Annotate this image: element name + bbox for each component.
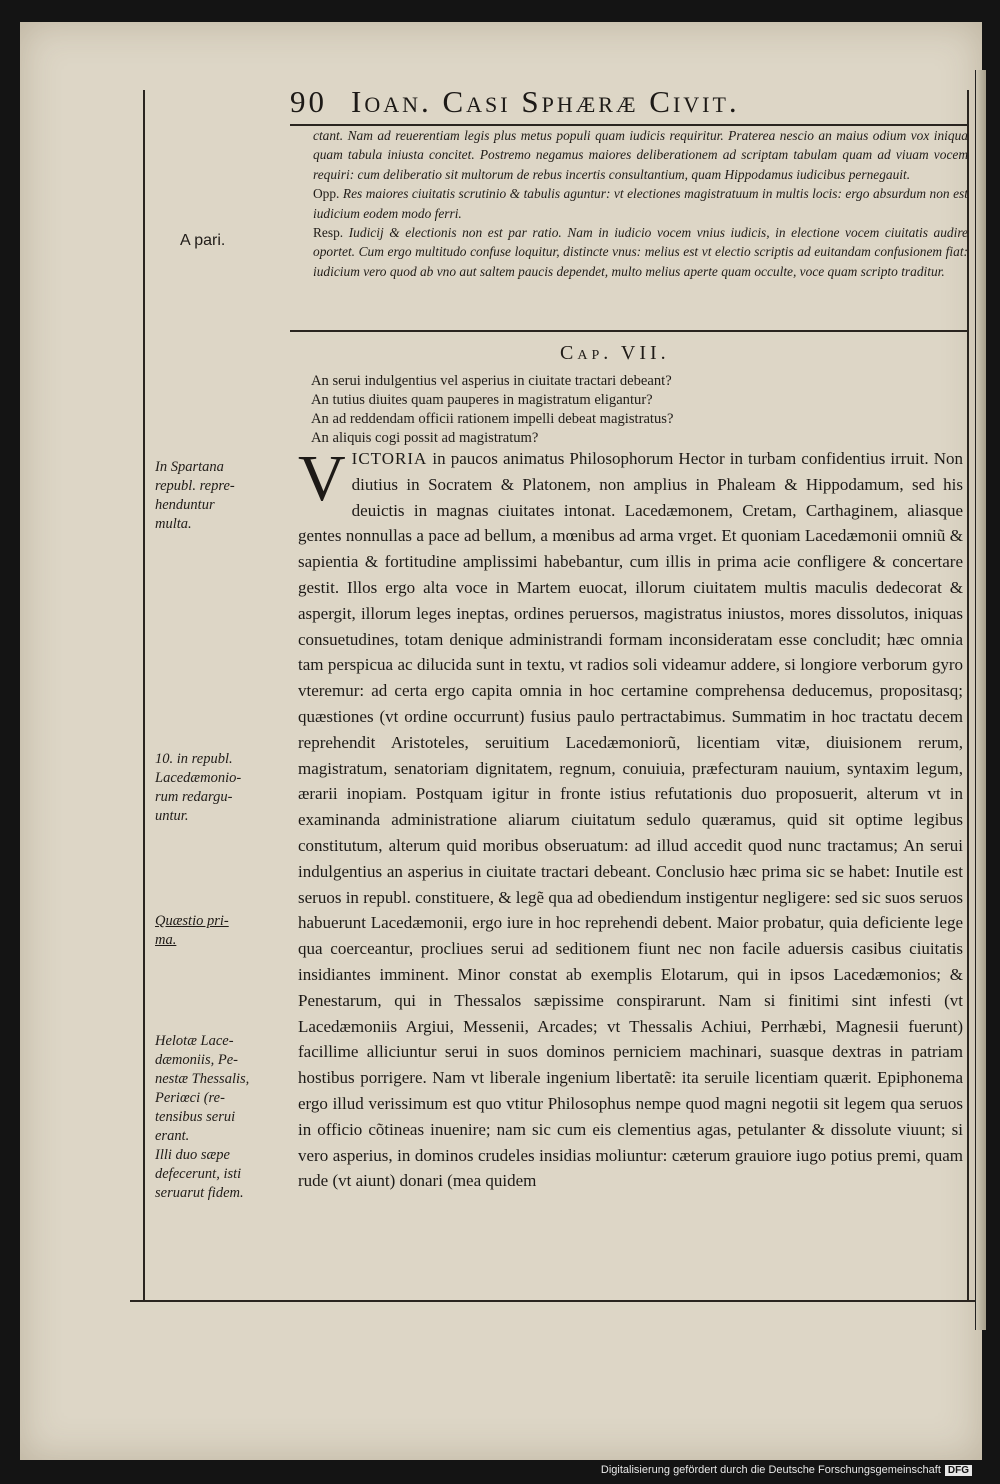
margin-line: Quæstio pri- (155, 913, 229, 929)
margin-rule (143, 90, 145, 1302)
running-header (290, 84, 890, 120)
question-item: An serui indulgentius vel asperius in ciuitate tractari debeant? (311, 373, 672, 389)
margin-line: dæmoniis, Pe- (155, 1052, 238, 1068)
question-item: An ad reddendam officii rationem impelli debeat magistratus? (311, 411, 674, 427)
resp-paragraph (313, 223, 968, 281)
margin-line: multa. (155, 516, 192, 532)
dfg-logo: DFG (945, 1465, 972, 1476)
question-item: An tutius diuites quam pauperes in magistratum eligantur? (311, 392, 653, 408)
margin-line: rum redargu- (155, 789, 233, 805)
note-block (313, 126, 968, 281)
main-text (298, 442, 963, 1194)
margin-line: Lacedæmonio- (155, 770, 242, 786)
margin-line: Illi duo sæpe (155, 1147, 230, 1163)
margin-line: untur. (155, 808, 189, 824)
note-paragraph: ctant. Nam ad reuerentiam legis plus metus populi quam iudicis requiritur. Praterea nescio an maius odium vox iniqua quam tabula iniusta concitet. Postremo negamus maiores deliberationem ad scriptam tabulam quam ad viuam vocem requiri: cum deliberatio sit multorum de rebus incertis consultantium, quam Hippodamus iudicibus pernegauit. (313, 128, 968, 182)
chapter-questions (311, 372, 871, 448)
margin-line: ma. (155, 932, 177, 948)
drop-cap: V (298, 442, 346, 515)
footer-text: Digitalisierung gefördert durch die Deutsche Forschungsgemeinschaft (600, 1464, 941, 1476)
question-item: An aliquis cogi possit ad magistratum? (311, 430, 539, 446)
lead-word: ICTORIA (351, 449, 428, 468)
margin-note-a-pari: A pari. (180, 232, 226, 249)
bottom-rule (130, 1300, 975, 1302)
opp-text: Res maiores ciuitatis scrutinio & tabulis aguntur: vt electiones magistratuum in multis locis: ergo absurdum non est iudicium eodem modo ferri. (313, 186, 968, 221)
margin-line: tensibus serui (155, 1109, 236, 1125)
margin-line: defecerunt, isti (155, 1166, 242, 1182)
opp-paragraph (313, 184, 968, 223)
chapter-heading: Cap. VII. (560, 342, 670, 364)
margin-line: henduntur (155, 497, 215, 513)
resp-text: Iudicij & electionis non est par ratio. Nam in iudicio vocem vnius iudicis, in electione vocem ciuitatis audire oportet. Cum ergo multitudo confuse loquitur, distincte vnus: melius est vt electio scriptis ad euitandam confusionem fiat: iudicium vero quod ab vno aut saltem paucis dependet, multo melius aperte quam occulte, voce quam scripto traditur. (313, 225, 968, 279)
margin-note-lacedaemon (155, 750, 270, 826)
margin-line: nestæ Thessalis, (155, 1071, 250, 1087)
page-number: 90 (290, 84, 327, 119)
margin-line: erant. (155, 1128, 190, 1144)
body-paragraph: in paucos animatus Philosophorum Hector in turbam confidentius irruit. Non diutius in Socratem & Platonem, non amplius in Phaleam & Hippodamum, sed his deuictis in magnas ciuitates intonat. Lacedæmonem, Cretam, Carthaginem, aliasque gentes nonnullas a pace ad bellum, a mœnibus ad arma vrget. Et quoniam Lacedæmonii omniũ & sapientia & fortitudine amplissimi habebantur, cum illis in prima acie confligere & concertare gestit. Illos ergo alta voce in Martem euocat, illorum ciuitatem multis maculis dedecorat & aspergit, illorum leges ineptas, ordines peruersos, magistratus iniustos, mores dissolutos, iniquas consuetudines, totam denique administrandi formam inconsideratam esse concludit; hæc omnia tam perspicua ac dilucida sunt in textu, vt radios soli videamur addere, si longiore verborum gyro vteremur: ad certa ergo capita omnia in hoc certamine comprehensa deducemus, propositasq; quæstiones (vt ordine occurrunt) fusius paulo pertractabimus. Summatim in hoc tractatu decem reprehendit Aristoteles, seruitium Lacedæmoniorũ, licentiam vitæ, diuisionem rerum, magistratum, senatoriam dignitatem, regnum, conuiuia, præfecturam nauium, syntaxim legum, ærarii inopiam. Postquam igitur in fronte istius refutationis duo proposuerit, alterum vt in examinanda administratione aliarum ciuitatum sedulo quæramus, quid sit optime legibus constitutum, alterum quid moribus obseruatum: ad illud accedit quod nunc tractamus; An serui indulgentius an asperius in ciuitate tractari debeant. Conclusio hæc prima sic se habet: Inutile est seruos in republ. constituere, & legẽ qua ad obediendum instigentur negligere: sed sic suos seruos habuerunt Lacedæmonii, ergo iure in hoc reprehendi debent. Maior probatur, quia deficiente lege qua coerceantur, procliues serui ad seditionem fiunt nec non facile aduersis casibus ciuitatis insidiantes imminent. Minor constat ab exemplis Elotarum, qui in ipsos Lacedæmonios; & Penestarum, qui in Thessalos sæpissime conspirarunt. Nam si finitimi sint infesti (vt Lacedæmoniis Argiui, Messenii, Arcades; vt Thessalis Achiui, Perrhæbi, Magnesii fuerunt) facillime alliciuntur serui in suos dominos perniciem machinari, suasque dextras in patriam hostibus porrigere. Nam vt liberale ingenium libertatẽ: ita seruile licentiam quærit. Epiphonema ergo illud verissimum est quo vtitur Philosophus nempe quod magni negotii sit legem qua seruos in officio cõtineas inuenire; nam sic cum eis clementius agas, petulanter & dissolute viuunt; si vero asperius, in dominos crudeles insidias moliuntur: cæterum grauiore iugo potius premi, quam rude (vt aiunt) donari (mea quidem (298, 449, 963, 1191)
note-block-rule (290, 330, 968, 332)
margin-line: seruarut fidem. (155, 1185, 244, 1201)
margin-note-spartana (155, 458, 270, 534)
margin-note-helotae (155, 1032, 270, 1203)
margin-line: 10. in republ. (155, 751, 233, 767)
margin-line: In Spartana (155, 459, 224, 475)
page-edge (975, 70, 986, 1330)
margin-line: Periœci (re- (155, 1090, 225, 1106)
opp-label: Opp. (313, 186, 340, 202)
margin-note-quaestio (155, 912, 270, 950)
margin-line: republ. repre- (155, 478, 235, 494)
margin-line: Helotæ Lace- (155, 1033, 234, 1049)
running-title: Ioan. Casi Sphæræ Civit. (351, 84, 740, 119)
footer-credit (601, 1464, 972, 1476)
resp-label: Resp. (313, 225, 344, 241)
